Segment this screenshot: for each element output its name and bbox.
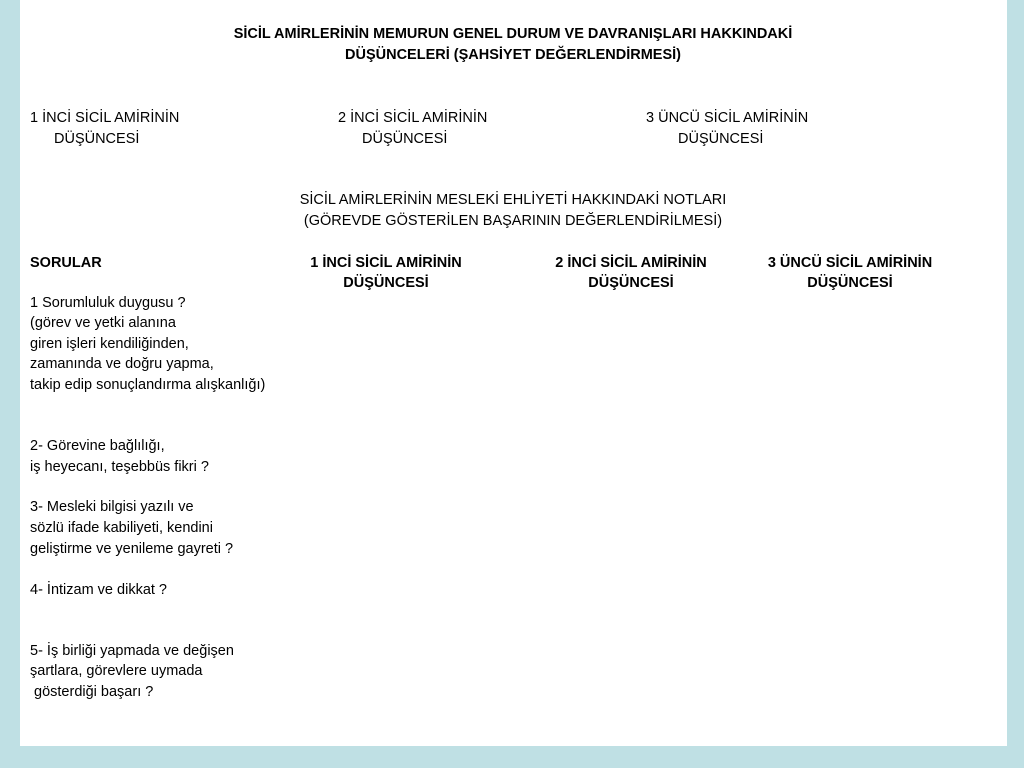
question-5-line-1: 5- İş birliği yapmada ve değişen [30,643,234,659]
question-4-line-1: 4- İntizam ve dikkat ? [30,582,167,598]
questions-header: SORULAR [30,255,102,271]
col2-header-line-1: 2 İNCİ SİCİL AMİRİNİN [555,255,707,271]
question-3-line-3: geliştirme ve yenileme gayreti ? [30,541,234,557]
opinion-3-line-1: 3 ÜNCÜ SİCİL AMİRİNİN [646,110,809,126]
opinion-1-line-2: DÜŞÜNCESİ [54,131,140,147]
title-line-2: DÜŞÜNCELERİ (ŞAHSİYET DEĞERLENDİRMESİ) [345,47,681,63]
opinion-3-line-2: DÜŞÜNCESİ [678,131,764,147]
col2-header-line-2: DÜŞÜNCESİ [588,275,674,291]
document-page [20,0,1007,746]
col1-header-line-2: DÜŞÜNCESİ [343,275,429,291]
section2-title-line-2: (GÖREVDE GÖSTERİLEN BAŞARININ DEĞERLENDİRİLMESİ) [303,213,723,229]
opinion-2-line-2: DÜŞÜNCESİ [362,131,448,147]
question-1-line-5: takip edip sonuçlandırma alışkanlığı) [30,377,266,393]
section2-title-line-1: SİCİL AMİRLERİNİN MESLEKİ EHLİYETİ HAKKINDAKİ NOTLARI [299,192,727,208]
question-5-line-3: gösterdiği başarı ? [30,684,154,700]
question-1-line-3: giren işleri kendiliğinden, [30,336,189,352]
question-2-line-1: 2- Görevine bağlılığı, [30,438,165,454]
col3-header-line-2: DÜŞÜNCESİ [807,275,893,291]
question-3-line-2: sözlü ifade kabiliyeti, kendini [30,520,213,536]
title-line-1: SİCİL AMİRLERİNİN MEMURUN GENEL DURUM VE DAVRANIŞLARI HAKKINDAKİ [233,26,793,42]
col1-header-line-1: 1 İNCİ SİCİL AMİRİNİN [310,255,462,271]
opinion-1-line-1: 1 İNCİ SİCİL AMİRİNİN [30,110,180,126]
question-3-line-1: 3- Mesleki bilgisi yazılı ve [30,499,194,515]
question-5-line-2: şartlara, görevlere uymada [30,663,203,679]
question-2-line-2: iş heyecanı, teşebbüs fikri ? [30,459,209,475]
question-1-line-4: zamanında ve doğru yapma, [30,356,214,372]
col3-header-line-1: 3 ÜNCÜ SİCİL AMİRİNİN [767,255,933,271]
opinion-2-line-1: 2 İNCİ SİCİL AMİRİNİN [338,110,488,126]
question-1-line-2: (görev ve yetki alanına [30,315,176,331]
question-1-line-1: 1 Sorumluluk duygusu ? [30,295,186,311]
